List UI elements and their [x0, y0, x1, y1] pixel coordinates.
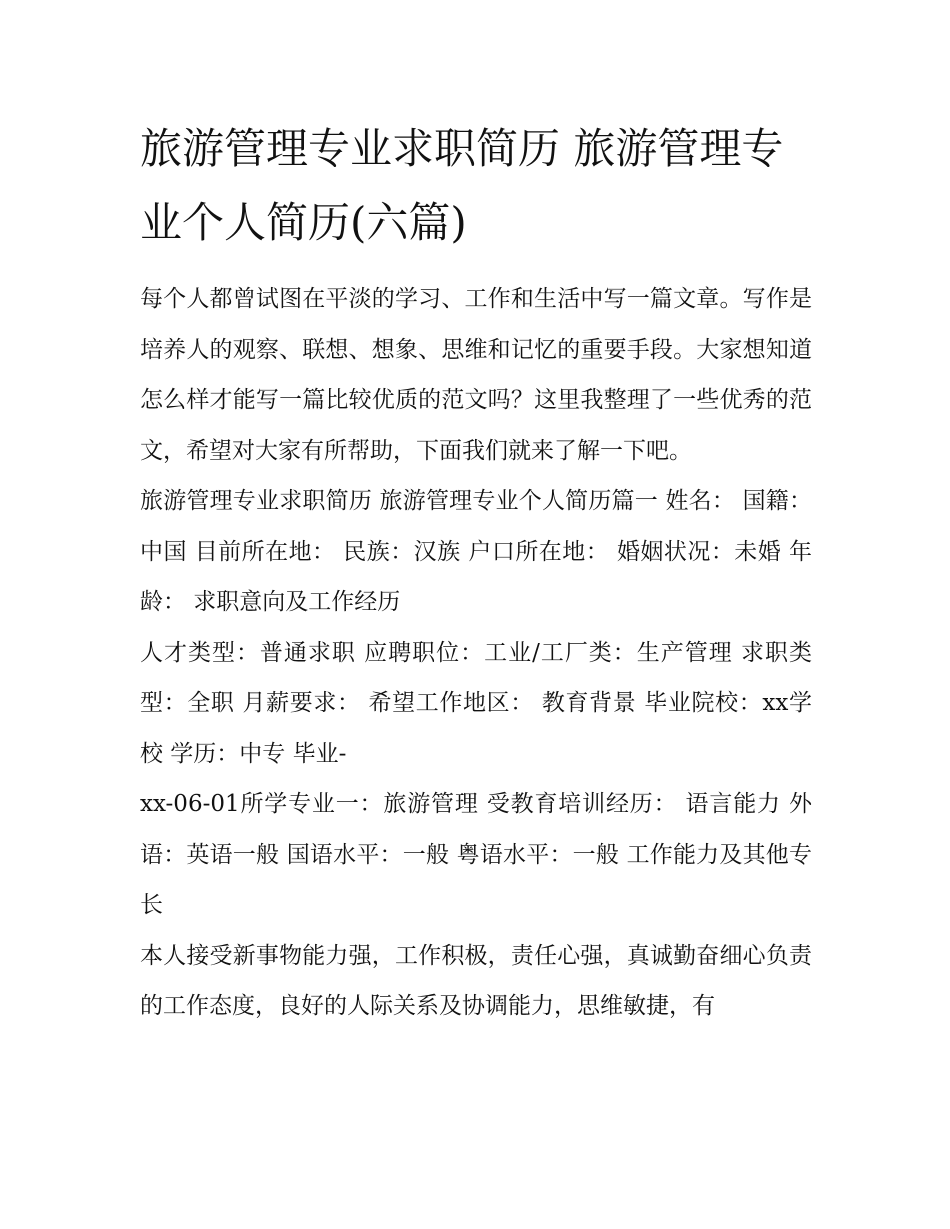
paragraph-education: xx-06-01所学专业一：旅游管理 受教育培训经历： 语言能力 外语：英语一般 国语水平：一般 粤语水平：一般 工作能力及其他专长 — [140, 791, 812, 918]
document-title: 旅游管理专业求职简历 旅游管理专业个人简历(六篇) — [140, 124, 784, 247]
paragraph-personal-info: 旅游管理专业求职简历 旅游管理专业个人简历篇一 姓名： 国籍：中国 目前所在地： 民族：汉族 户口所在地： 婚姻状况：未婚 年龄： 求职意向及工作经历 — [140, 488, 812, 615]
paragraph-self-evaluation: 本人接受新事物能力强，工作积极，责任心强，真诚勤奋细心负责的工作态度，良好的人际关系及协调能力，思维敏捷，有 — [140, 942, 812, 1019]
paragraph-intro: 每个人都曾试图在平淡的学习、工作和生活中写一篇文章。写作是培养人的观察、联想、想象、思维和记忆的重要手段。大家想知道怎么样才能写一篇比较优质的范文吗？这里我整理了一些优秀的范文，希望对大家有所帮助，下面我们就来了解一下吧。 — [140, 286, 812, 464]
paragraph-job-intent: 人才类型：普通求职 应聘职位：工业/工厂类：生产管理 求职类型：全职 月薪要求： 希望工作地区： 教育背景 毕业院校：xx学校 学历：中专 毕业- — [140, 639, 812, 767]
document-body — [140, 112, 812, 1032]
